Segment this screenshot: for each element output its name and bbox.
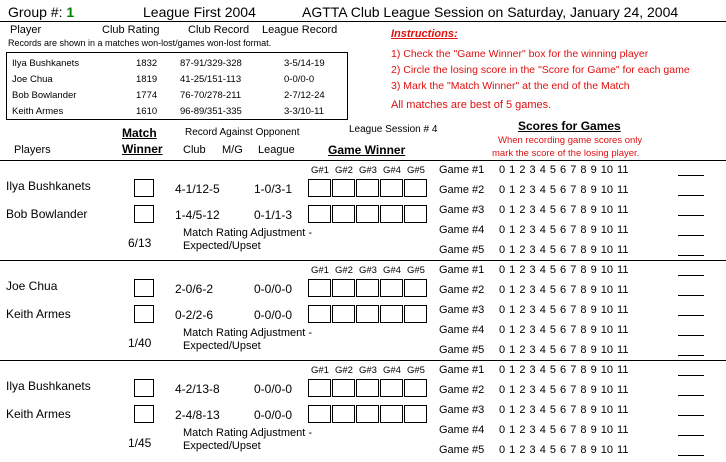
game-box-label: G#1 [311, 265, 329, 276]
score-blank-line[interactable] [678, 435, 704, 436]
game-label: Game #4 [439, 324, 485, 336]
player-1-club-record: 2-0/6-2 [175, 282, 214, 296]
match-winner-header-2: Winner [122, 142, 163, 156]
game-winner-checkbox-player-1[interactable] [380, 179, 403, 197]
records-note: Records are shown in a matches won-lost/games won-lost format. [8, 38, 272, 48]
expected-upset-label: Expected/Upset [183, 240, 261, 252]
records-league [284, 56, 325, 120]
match-winner-checkbox-player-2[interactable] [134, 205, 154, 223]
league-name: League First 2004 [143, 4, 256, 20]
records-col-league: League Record [262, 24, 338, 36]
game-winner-checkbox-player-2[interactable] [404, 405, 427, 423]
game-box-label: G#2 [335, 265, 353, 276]
instruction-item: 1) Check the "Game Winner" box for the winning player [391, 48, 649, 60]
score-blank-line[interactable] [678, 315, 704, 316]
score-options[interactable]: 0 1 2 3 4 5 6 7 8 9 10 11 [499, 264, 629, 276]
group-number: 1 [66, 4, 75, 20]
match-odds: 6/13 [128, 236, 152, 250]
record-row-rating: 1610 [136, 106, 158, 117]
records-col-player: Player [10, 24, 42, 36]
rating-adjustment-label: Match Rating Adjustment - [183, 327, 313, 339]
score-options[interactable]: 0 1 2 3 4 5 6 7 8 9 10 11 [499, 164, 629, 176]
game-winner-checkbox-player-1[interactable] [380, 279, 403, 297]
score-blank-line[interactable] [678, 175, 704, 176]
instructions-list [391, 46, 690, 94]
game-winner-checkbox-player-2[interactable] [308, 405, 331, 423]
player-1-name: Ilya Bushkanets [6, 179, 91, 193]
game-label: Game #1 [439, 164, 485, 176]
score-blank-line[interactable] [678, 255, 704, 256]
score-options[interactable]: 0 1 2 3 4 5 6 7 8 9 10 11 [499, 304, 629, 316]
header-divider [0, 21, 726, 22]
player-2-name: Keith Armes [6, 307, 71, 321]
game-label: Game #4 [439, 424, 485, 436]
player-1-club-record: 4-2/13-8 [175, 382, 220, 396]
player-1-league-record: 0-0/0-0 [254, 382, 293, 396]
match-odds: 1/40 [128, 336, 152, 350]
game-winner-checkbox-player-2[interactable] [404, 205, 427, 223]
game-winner-header: Game Winner [328, 143, 406, 157]
record-row-name: Ilya Bushkanets [12, 58, 80, 69]
player-2-league-record: 0-1/1-3 [254, 208, 293, 222]
player-1-league-record: 1-0/3-1 [254, 182, 293, 196]
instruction-item: 3) Mark the "Match Winner" at the end of the Match [391, 80, 630, 92]
game-label: Game #4 [439, 224, 485, 236]
score-blank-line[interactable] [678, 455, 704, 456]
player-2-club-record: 0-2/2-6 [175, 308, 214, 322]
game-winner-checkbox-player-1[interactable] [356, 179, 379, 197]
score-options[interactable]: 0 1 2 3 4 5 6 7 8 9 10 11 [499, 244, 629, 256]
session-title: AGTTA Club League Session on Saturday, January 24, 2004 [302, 4, 679, 20]
record-row-league: 3-3/10-11 [284, 106, 324, 117]
score-options[interactable]: 0 1 2 3 4 5 6 7 8 9 10 11 [499, 344, 629, 356]
record-row-name: Keith Armes [12, 106, 64, 117]
score-options[interactable]: 0 1 2 3 4 5 6 7 8 9 10 11 [499, 404, 629, 416]
game-box-label: G#1 [311, 365, 329, 376]
game-winner-checkbox-player-1[interactable] [380, 379, 403, 397]
score-blank-line[interactable] [678, 275, 704, 276]
game-label: Game #3 [439, 404, 485, 416]
game-box-label: G#4 [383, 165, 401, 176]
game-box-label: G#2 [335, 165, 353, 176]
instructions-title: Instructions: [391, 28, 458, 40]
records-col-rating: Club Rating [102, 24, 160, 36]
game-label: Game #5 [439, 344, 485, 356]
game-label: Game #5 [439, 444, 485, 456]
player-1-name: Joe Chua [6, 279, 58, 293]
record-row-club: 41-25/151-113 [180, 74, 242, 85]
game-box-label: G#5 [407, 265, 425, 276]
score-options[interactable]: 0 1 2 3 4 5 6 7 8 9 10 11 [499, 184, 629, 196]
game-winner-checkbox-player-1[interactable] [332, 279, 355, 297]
player-2-name: Bob Bowlander [6, 207, 88, 221]
match-winner-header-1: Match [122, 126, 157, 140]
game-winner-checkbox-player-2[interactable] [356, 405, 379, 423]
game-winner-checkbox-player-2[interactable] [380, 205, 403, 223]
records-ratings [136, 56, 157, 120]
records-club [180, 56, 242, 120]
score-options[interactable]: 0 1 2 3 4 5 6 7 8 9 10 11 [499, 284, 629, 296]
match-divider [0, 160, 726, 161]
game-winner-checkbox-player-1[interactable] [404, 279, 427, 297]
record-row-rating: 1774 [136, 90, 158, 101]
record-row-club: 96-89/351-335 [180, 106, 242, 117]
game-box-label: G#4 [383, 365, 401, 376]
score-blank-line[interactable] [678, 335, 704, 336]
expected-upset-label: Expected/Upset [183, 440, 261, 452]
player-1-league-record: 0-0/0-0 [254, 282, 293, 296]
scores-note-1: When recording game scores only [498, 135, 643, 146]
score-options[interactable]: 0 1 2 3 4 5 6 7 8 9 10 11 [499, 364, 629, 376]
game-box-label: G#2 [335, 365, 353, 376]
match-winner-checkbox-player-1[interactable] [134, 279, 154, 297]
game-label: Game #3 [439, 304, 485, 316]
game-winner-checkbox-player-2[interactable] [308, 205, 331, 223]
score-options[interactable]: 0 1 2 3 4 5 6 7 8 9 10 11 [499, 224, 629, 236]
game-box-label: G#3 [359, 165, 377, 176]
mg-header: M/G [222, 144, 243, 156]
match-divider [0, 260, 726, 261]
record-row-league: 0-0/0-0 [284, 74, 315, 85]
player-2-name: Keith Armes [6, 407, 71, 421]
record-row-league: 3-5/14-19 [284, 58, 325, 69]
match-odds: 1/45 [128, 436, 152, 450]
game-label: Game #2 [439, 384, 485, 396]
scores-note-2: mark the score of the losing player. [492, 148, 640, 159]
rating-adjustment-label: Match Rating Adjustment - [183, 427, 313, 439]
record-vs-opponent-header: Record Against Opponent [185, 127, 300, 138]
record-row-name: Bob Bowlander [12, 90, 77, 101]
score-blank-line[interactable] [678, 375, 704, 376]
game-winner-checkbox-player-2[interactable] [356, 305, 379, 323]
league-session-label: League Session # 4 [349, 124, 438, 135]
record-row-club: 76-70/278-211 [180, 90, 242, 101]
game-winner-checkbox-player-2[interactable] [404, 305, 427, 323]
player-2-club-record: 2-4/8-13 [175, 408, 220, 422]
club-header: Club [183, 144, 206, 156]
game-label: Game #2 [439, 284, 485, 296]
score-blank-line[interactable] [678, 355, 704, 356]
match-divider [0, 360, 726, 361]
game-label: Game #1 [439, 364, 485, 376]
game-label: Game #2 [439, 184, 485, 196]
score-options[interactable]: 0 1 2 3 4 5 6 7 8 9 10 11 [499, 424, 629, 436]
game-winner-checkbox-player-1[interactable] [308, 379, 331, 397]
game-winner-checkbox-player-1[interactable] [404, 179, 427, 197]
score-blank-line[interactable] [678, 195, 704, 196]
game-box-label: G#5 [407, 365, 425, 376]
records-names [12, 56, 79, 120]
rating-adjustment-label: Match Rating Adjustment - [183, 227, 313, 239]
game-winner-checkbox-player-2[interactable] [356, 205, 379, 223]
game-label: Game #5 [439, 244, 485, 256]
game-winner-checkbox-player-1[interactable] [404, 379, 427, 397]
scores-title: Scores for Games [518, 119, 621, 133]
game-winner-checkbox-player-1[interactable] [308, 179, 331, 197]
record-row-name: Joe Chua [12, 74, 53, 85]
record-row-league: 2-7/12-24 [284, 90, 325, 101]
records-col-club: Club Record [188, 24, 250, 36]
game-box-label: G#1 [311, 165, 329, 176]
game-label: Game #1 [439, 264, 485, 276]
game-box-label: G#5 [407, 165, 425, 176]
match-winner-checkbox-player-2[interactable] [134, 405, 154, 423]
game-winner-checkbox-player-2[interactable] [380, 405, 403, 423]
player-2-league-record: 0-0/0-0 [254, 408, 293, 422]
game-winner-checkbox-player-2[interactable] [332, 305, 355, 323]
game-box-label: G#4 [383, 265, 401, 276]
instruction-item: 2) Circle the losing score in the "Score for Game" for each game [391, 64, 690, 76]
league-header: League [258, 144, 295, 156]
score-options[interactable]: 0 1 2 3 4 5 6 7 8 9 10 11 [499, 384, 629, 396]
score-blank-line[interactable] [678, 295, 704, 296]
game-label: Game #3 [439, 204, 485, 216]
score-blank-line[interactable] [678, 235, 704, 236]
player-1-name: Ilya Bushkanets [6, 379, 91, 393]
game-box-label: G#3 [359, 265, 377, 276]
game-box-label: G#3 [359, 365, 377, 376]
score-blank-line[interactable] [678, 415, 704, 416]
game-winner-checkbox-player-2[interactable] [332, 205, 355, 223]
score-options[interactable]: 0 1 2 3 4 5 6 7 8 9 10 11 [499, 444, 629, 456]
expected-upset-label: Expected/Upset [183, 340, 261, 352]
score-blank-line[interactable] [678, 215, 704, 216]
game-winner-checkbox-player-2[interactable] [332, 405, 355, 423]
score-options[interactable]: 0 1 2 3 4 5 6 7 8 9 10 11 [499, 204, 629, 216]
game-winner-checkbox-player-2[interactable] [308, 305, 331, 323]
player-1-club-record: 4-1/12-5 [175, 182, 220, 196]
match-winner-checkbox-player-1[interactable] [134, 179, 154, 197]
player-2-club-record: 1-4/5-12 [175, 208, 220, 222]
match-winner-checkbox-player-2[interactable] [134, 305, 154, 323]
game-winner-checkbox-player-1[interactable] [356, 279, 379, 297]
player-2-league-record: 0-0/0-0 [254, 308, 293, 322]
game-winner-checkbox-player-1[interactable] [332, 179, 355, 197]
game-winner-checkbox-player-1[interactable] [356, 379, 379, 397]
game-winner-checkbox-player-2[interactable] [380, 305, 403, 323]
score-blank-line[interactable] [678, 395, 704, 396]
record-row-rating: 1832 [136, 58, 158, 69]
best-of-note: All matches are best of 5 games. [391, 99, 552, 111]
players-header: Players [14, 144, 51, 156]
game-winner-checkbox-player-1[interactable] [332, 379, 355, 397]
league-session-number: 4 [431, 124, 438, 135]
record-row-rating: 1819 [136, 74, 158, 85]
match-winner-checkbox-player-1[interactable] [134, 379, 154, 397]
group-label: Group #: 1 [8, 4, 75, 20]
score-options[interactable]: 0 1 2 3 4 5 6 7 8 9 10 11 [499, 324, 629, 336]
game-winner-checkbox-player-1[interactable] [308, 279, 331, 297]
record-row-club: 87-91/329-328 [180, 58, 242, 69]
